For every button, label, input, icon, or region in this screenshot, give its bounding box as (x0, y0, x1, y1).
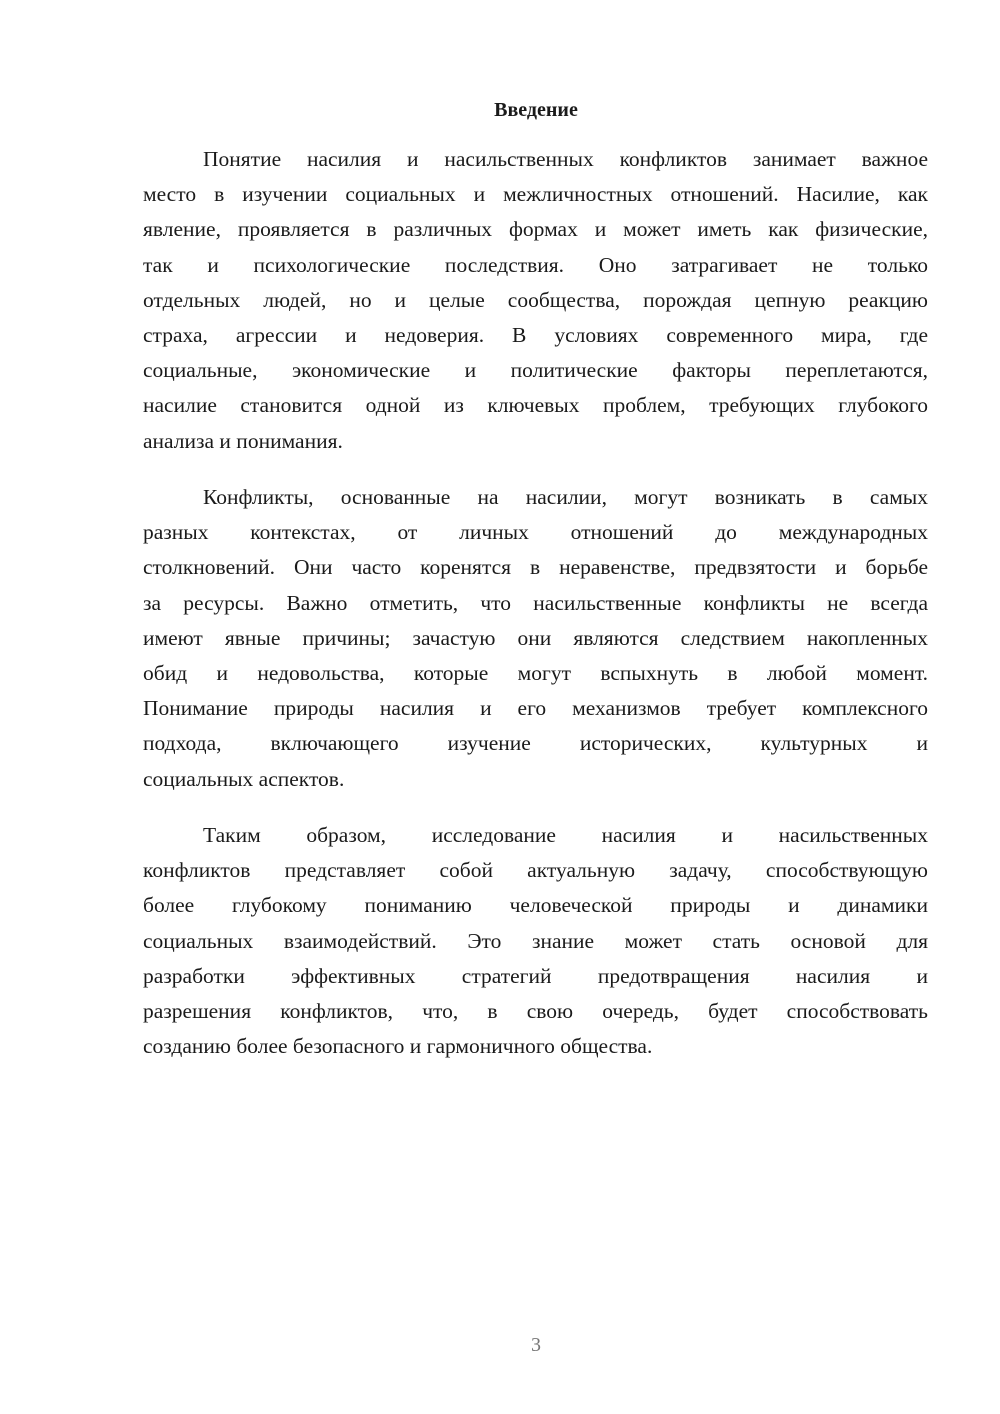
text-line: разработки эффективных стратегий предотвращения насилия и (143, 963, 928, 988)
text-line: за ресурсы. Важно отметить, что насильственные конфликты не всегда (143, 590, 928, 615)
text-line: обид и недовольства, которые могут вспыхнуть в любой момент. (143, 660, 928, 685)
text-line: Понятие насилия и насильственных конфликтов занимает важное (203, 147, 928, 171)
text-line: Таким образом, исследование насилия и насильственных (203, 823, 928, 847)
text-line: социальных аспектов. (143, 766, 345, 791)
text-line: разрешения конфликтов, что, в свою очередь, будет способствовать (143, 998, 928, 1023)
text-line: имеют явные причины; зачастую они являются следствием накопленных (143, 625, 928, 650)
text-line: подхода, включающего изучение исторических, культурных и (143, 731, 928, 756)
text-line: столкновений. Они часто коренятся в неравенстве, предвзятости и борьбе (143, 555, 928, 580)
text-line: отдельных людей, но и целые сообщества, порождая цепную реакцию (143, 287, 928, 312)
text-line: Понимание природы насилия и его механизмов требует комплексного (143, 696, 928, 721)
text-line: разных контекстах, от личных отношений до международных (143, 520, 928, 545)
paragraph (143, 480, 928, 797)
text-line: конфликтов представляет собой актуальную задачу, способствующую (143, 858, 928, 883)
text-line: созданию более безопасного и гармоничного общества. (143, 1034, 653, 1059)
text-line: более глубокому пониманию человеческой природы и динамики (143, 893, 928, 918)
text-line: явление, проявляется в различных формах и может иметь как физические, (143, 217, 928, 242)
text-line: место в изучении социальных и межличностных отношений. Насилие, как (143, 182, 928, 207)
text-line: так и психологические последствия. Оно затрагивает не только (143, 252, 928, 277)
text-line: насилие становится одной из ключевых проблем, требующих глубокого (143, 393, 928, 418)
section-title: Введение (494, 99, 578, 121)
paragraph (143, 142, 928, 459)
text-line: Конфликты, основанные на насилии, могут возникать в самых (203, 485, 928, 509)
paragraph (143, 818, 928, 1064)
text-line: страха, агрессии и недоверия. В условиях современного мира, где (143, 322, 928, 347)
text-line: анализа и понимания. (143, 428, 343, 453)
text-line: социальные, экономические и политические факторы переплетаются, (143, 358, 928, 383)
text-line: социальных взаимодействий. Это знание может стать основой для (143, 928, 928, 953)
page-number: 3 (531, 1334, 541, 1356)
